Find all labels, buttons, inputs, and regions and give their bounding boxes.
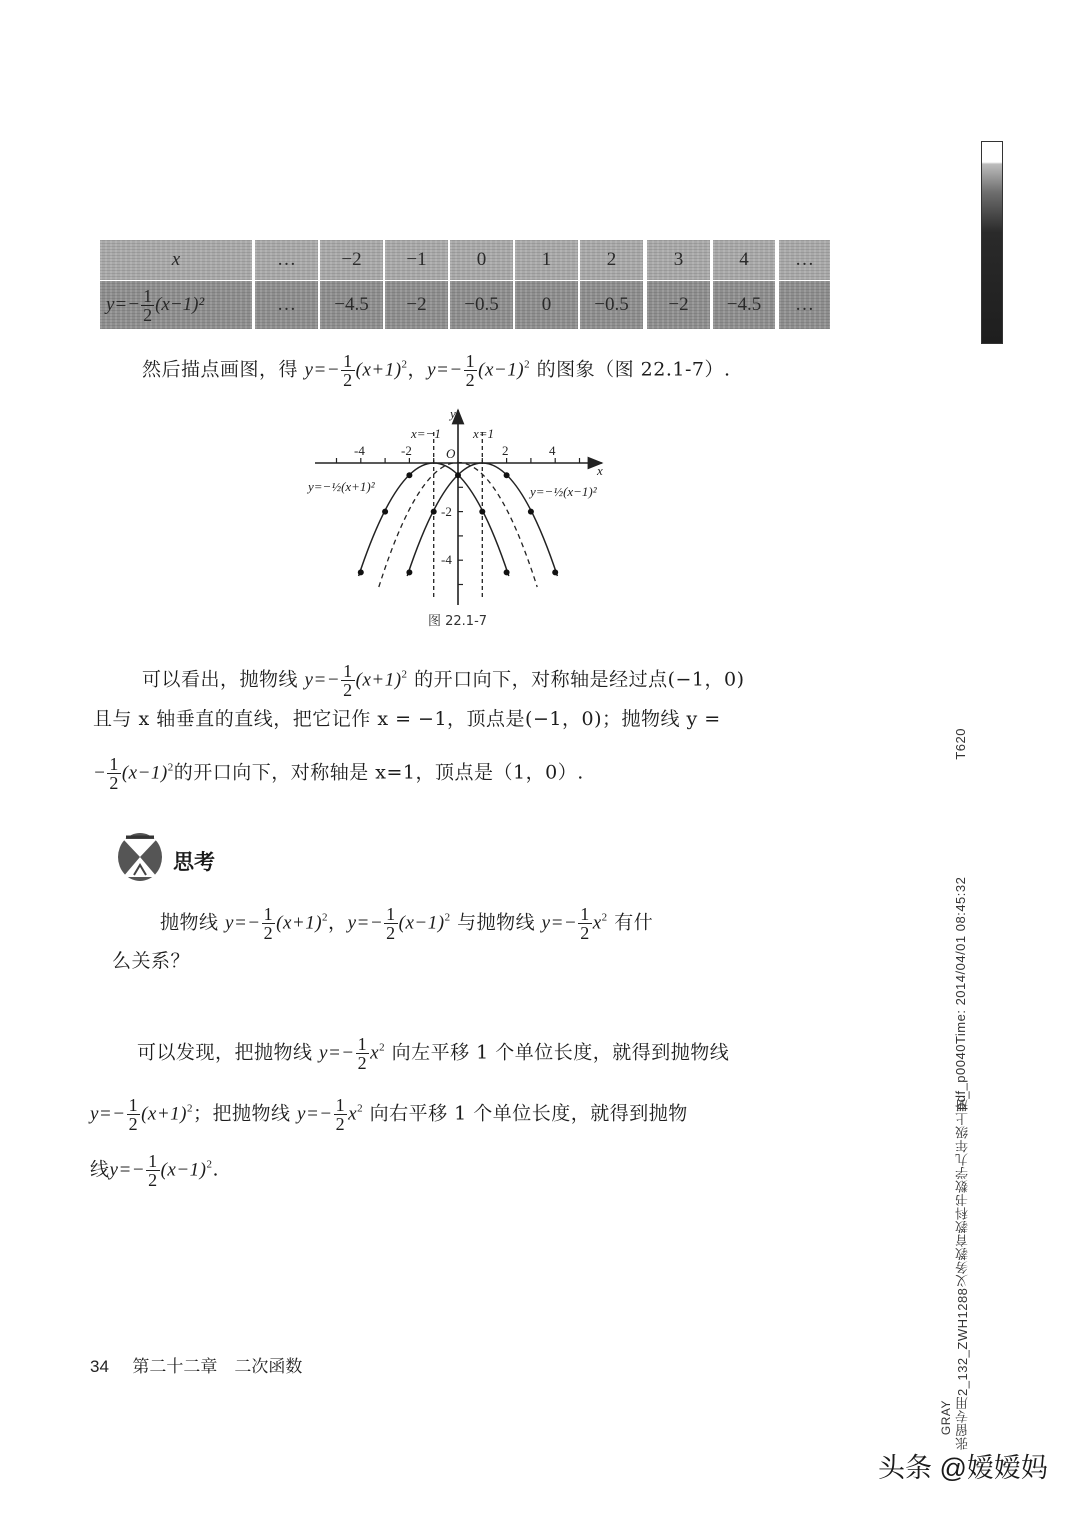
table-cell-y: −0.5 bbox=[580, 281, 643, 329]
stamp-code: T620 bbox=[953, 728, 968, 760]
table-cell-y: −4.5 bbox=[713, 281, 775, 329]
origin-label: O bbox=[446, 446, 456, 461]
x-tick-label: -2 bbox=[401, 443, 412, 458]
table-cell-y: −2 bbox=[385, 281, 448, 329]
table-cell-x: −1 bbox=[385, 240, 448, 280]
y-axis-label: y bbox=[450, 406, 456, 421]
think-title: 思考 bbox=[173, 850, 215, 874]
table-cell-y: −0.5 bbox=[450, 281, 513, 329]
watermark: 头条 @嫒嫒妈 bbox=[878, 1453, 1048, 1483]
table-header-y: y=− $\frac{1}{2}$ (x−1)² bbox=[100, 281, 252, 329]
think-question-line2: 么关系？ bbox=[112, 950, 191, 972]
table-header-x: x bbox=[100, 240, 252, 280]
table-cell-x: … bbox=[779, 240, 830, 280]
x-axis-label: x bbox=[597, 463, 603, 478]
x-tick-label: 2 bbox=[502, 443, 509, 458]
line-right-label: x=1 bbox=[473, 426, 495, 441]
paragraph-conclusion-line2: y=− $\frac{1}{2}$ $(x+1)^2$；把抛物线 y=− $\frac{1}{2}$ $x^2$ 向右平移 1 个单位长度，就得到抛物 bbox=[90, 1095, 688, 1134]
table-cell-x: 0 bbox=[450, 240, 513, 280]
table-cell-x: … bbox=[255, 240, 318, 280]
table-cell-y: −2 bbox=[647, 281, 710, 329]
chapter-title: 第二十二章 二次函数 bbox=[132, 1357, 303, 1376]
y-tick-label: -4 bbox=[441, 552, 452, 567]
stamp-time: pdf_p0040Time: 2014/04/01 08:45:32 bbox=[953, 876, 968, 1110]
paragraph-observation-line1: 可以看出，抛物线 y=− $\frac{1}{2}$ $(x+1)^2$ 的开口向下，对称轴是经过点(−1，0) bbox=[142, 661, 745, 700]
table-cell-y: … bbox=[255, 281, 318, 329]
table-cell-y: −4.5 bbox=[320, 281, 383, 329]
table-cell-x: 2 bbox=[580, 240, 643, 280]
table-cell-x: 4 bbox=[713, 240, 775, 280]
page-footer bbox=[90, 1352, 302, 1377]
figure-caption: 图 22.1-7 bbox=[428, 614, 488, 629]
table-cell-x: 1 bbox=[515, 240, 578, 280]
page-number: 34 bbox=[90, 1357, 109, 1376]
paragraph-observation-line2: 且与 x 轴垂直的直线，把它记作 x = −1，顶点是(−1，0)；抛物线 y = bbox=[93, 708, 721, 730]
think-icon bbox=[114, 831, 166, 883]
table-cell-x: −2 bbox=[320, 240, 383, 280]
stamp-title: 张留专用2_132_ZWH1288义务教育教科书数学九年级上册_ bbox=[955, 1090, 970, 1450]
paragraph-conclusion-line1: 可以发现，把抛物线 y=− $\frac{1}{2}$ $x^2$ 向左平移 1 个单位长度，就得到抛物线 bbox=[137, 1034, 730, 1073]
stamp-mode: GRAY bbox=[939, 1400, 953, 1436]
table-cell-y: 0 bbox=[515, 281, 578, 329]
curve-right-label: y=−½(x−1)² bbox=[530, 484, 597, 499]
think-question-line1: 抛物线 y=− $\frac{1}{2}$ $(x+1)^2$，y=− $\frac{1}{2}$ $(x-1)^2$ 与抛物线 y=− $\frac{1}{2}$ $x^2$ 有什 bbox=[160, 904, 654, 943]
table-cell-y: … bbox=[779, 281, 830, 329]
paragraph-observation-line3: − $\frac{1}{2}$ $(x-1)^2$的开口向下，对称轴是 x=1，顶点是（1，0）. bbox=[93, 754, 584, 793]
curve-left-label: y=−½(x+1)² bbox=[308, 479, 375, 494]
paragraph-conclusion-line3: 线y=− $\frac{1}{2}$ $(x-1)^2$. bbox=[90, 1151, 220, 1190]
line-left-label: x=−1 bbox=[411, 426, 441, 441]
paragraph-plot-intro: 然后描点画图，得 y=− $\frac{1}{2}$ $(x+1)^2$，y=− $\frac{1}{2}$ $(x-1)^2$ 的图象（图 22.1-7）. bbox=[142, 351, 731, 390]
parabola-figure bbox=[0, 0, 1080, 640]
y-tick-label: -2 bbox=[441, 504, 452, 519]
x-tick-label: 4 bbox=[549, 443, 556, 458]
table-cell-x: 3 bbox=[647, 240, 710, 280]
x-tick-label: -4 bbox=[354, 443, 365, 458]
